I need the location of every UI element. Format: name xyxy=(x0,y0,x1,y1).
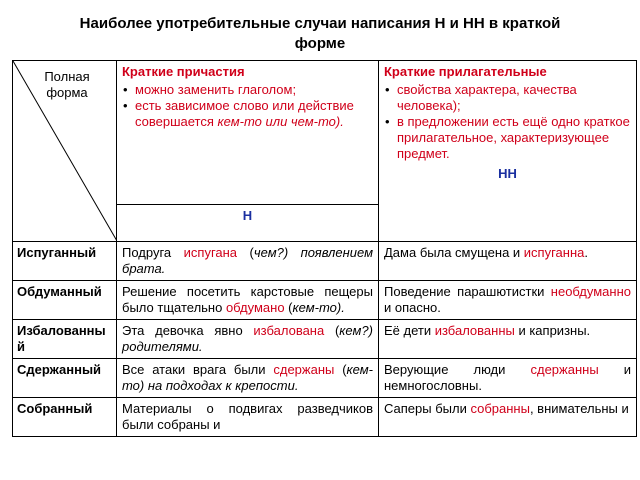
full-form-label: Полная форма xyxy=(44,69,90,100)
spelling-table xyxy=(12,60,637,437)
adjectives-rules-cell xyxy=(379,61,637,242)
adjectives-rule: • в предложении есть ещё одно краткое прилагательное, характеризующее предмет. xyxy=(397,114,631,162)
word-cell: Испуганный xyxy=(13,242,117,281)
participles-rules-cell xyxy=(117,61,379,205)
header-row xyxy=(13,61,637,205)
highlight-word: избалованны xyxy=(434,323,515,338)
participles-rule: • есть зависимое слово или действие совершается кем-то или чем-то). xyxy=(135,98,373,130)
highlight-word: собранны xyxy=(470,401,530,416)
participles-rule-em: кем-то или чем-то). xyxy=(217,114,344,129)
word-cell: Обдуманный xyxy=(13,281,117,320)
adjective-example: Дама была смущена и испуганна. xyxy=(379,242,637,281)
table-row xyxy=(13,242,637,281)
adjective-example: Её дети избалованны и капризны. xyxy=(379,320,637,359)
adjectives-rules xyxy=(384,82,631,162)
adjective-example: Поведение парашютистки необдуманно и опасно. xyxy=(379,281,637,320)
participle-example: Подруга испугана (чем?) появлением брата. xyxy=(117,242,379,281)
highlight-word: сдержаны xyxy=(273,362,335,377)
table-row xyxy=(13,359,637,398)
table-row xyxy=(13,398,637,437)
participle-example: Материалы о подвигах разведчиков были собраны и xyxy=(117,398,379,437)
corner-cell xyxy=(13,61,117,242)
highlight-word: избалована xyxy=(253,323,325,338)
participles-rules xyxy=(122,82,373,130)
participle-example: Решение посетить карстовые пещеры было тщательно обдумано (кем-то). xyxy=(117,281,379,320)
table-row xyxy=(13,320,637,359)
highlight-word: испуганна xyxy=(523,245,585,260)
word-cell: Избалованный xyxy=(13,320,117,359)
letter-nn: НН xyxy=(498,166,517,181)
participle-example: Эта девочка явно избалована (кем?) родителями. xyxy=(117,320,379,359)
participles-heading: Краткие причастия xyxy=(122,64,245,79)
word-cell: Собранный xyxy=(13,398,117,437)
highlight-word: необдуманно xyxy=(550,284,631,299)
letter-n: Н xyxy=(117,205,379,242)
highlight-word: сдержанны xyxy=(530,362,599,377)
table-row xyxy=(13,281,637,320)
participles-rule: • можно заменить глаголом; xyxy=(135,82,373,98)
adjective-example: Саперы были собранны, внимательны и xyxy=(379,398,637,437)
word-cell: Сдержанный xyxy=(13,359,117,398)
participle-example: Все атаки врага были сдержаны (кем-то) на подходах к крепости. xyxy=(117,359,379,398)
adjective-example: Верующие люди сдержанны и немногословны. xyxy=(379,359,637,398)
highlight-word: обдумано xyxy=(225,300,285,315)
adjectives-rule: • свойства характера, качества человека); xyxy=(397,82,631,114)
page-title: Наиболее употребительные случаи написания Н и НН в краткой форме xyxy=(79,15,561,52)
highlight-word: испугана xyxy=(183,245,238,260)
adjectives-heading: Краткие прилагательные xyxy=(384,64,547,79)
